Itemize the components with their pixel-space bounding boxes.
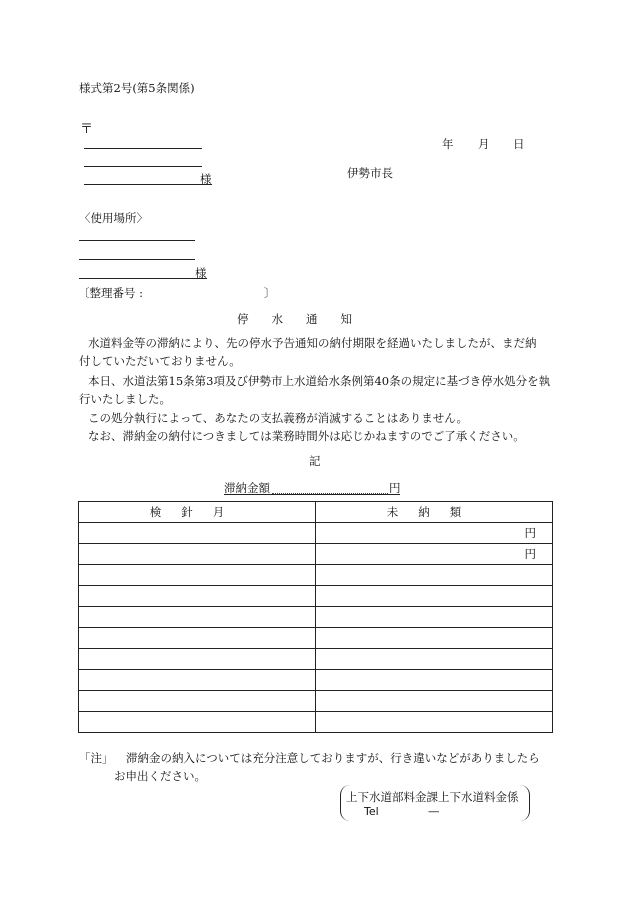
meter-month-cell (79, 712, 316, 733)
table-header-row (79, 502, 553, 523)
usage-place-line-2 (79, 259, 195, 260)
table-row (79, 712, 553, 733)
sender-name: 伊勢市長 (347, 166, 393, 180)
body-paragraph-4: なお、滞納金の納付につきましては業務時間外は応じかねますのでご了承ください。 (88, 429, 525, 443)
header-unpaid-type: 未納類 (316, 502, 553, 523)
unpaid-amount-cell (316, 565, 553, 586)
body-paragraph-1-line-1: 水道料金等の滞納により、先の停水予告通知の納付期限を経過いたしましたが、まだ納 (88, 336, 537, 350)
table-row (79, 565, 553, 586)
reference-label: 〔整理番号 : (78, 286, 144, 300)
date-year: 年 (442, 137, 454, 151)
date-month: 月 (478, 137, 490, 151)
contact-department: 上下水道部料金課上下水道料金係 (346, 790, 519, 804)
header-meter-month: 検針月 (79, 502, 316, 523)
table-row (79, 628, 553, 649)
table-row (79, 670, 553, 691)
meter-month-cell (79, 670, 316, 691)
meter-month-cell (79, 565, 316, 586)
note-line-1: 滞納金の納入については充分注意しておりますが、行き違いなどがありましたら (126, 751, 540, 765)
amount-label: 滞納金額 (224, 481, 270, 495)
contact-tel-label: Tel (364, 805, 379, 818)
form-label: 様式第2号(第5条関係) (79, 81, 195, 95)
recipient-suffix: 様 (200, 172, 212, 186)
table-row (79, 523, 553, 544)
arrears-table (78, 501, 553, 733)
table-row (79, 544, 553, 565)
reference-close: 〕 (264, 286, 276, 300)
unpaid-amount-cell: 円 (316, 544, 553, 565)
unpaid-amount-cell (316, 649, 553, 670)
usage-place-line-3 (79, 278, 207, 279)
meter-month-cell (79, 607, 316, 628)
address-line-2 (84, 166, 202, 167)
unpaid-amount-cell (316, 691, 553, 712)
contact-tel-dash: — (428, 804, 440, 818)
amount-unit: 円 (389, 481, 401, 495)
postal-mark: 〒 (80, 122, 94, 137)
usage-place-suffix: 様 (195, 266, 207, 280)
body-paragraph-1-line-2: 付していただいておりません。 (79, 354, 241, 368)
body-paragraph-2-line-1: 本日、水道法第15条第3項及び伊勢市上水道給水条例第40条の規定に基づき停水処分を執 (88, 374, 551, 388)
address-line-1 (84, 148, 202, 149)
document-title: 停 水 通 知 (237, 312, 352, 326)
meter-month-cell (79, 649, 316, 670)
recipient-name-line (84, 184, 212, 185)
usage-place-line-1 (79, 240, 195, 241)
meter-month-cell (79, 523, 316, 544)
unpaid-amount-cell (316, 628, 553, 649)
note-label: 「注」 (79, 751, 114, 765)
ki-label: 記 (309, 454, 321, 468)
unpaid-amount-cell: 円 (316, 523, 553, 544)
meter-month-cell (79, 586, 316, 607)
table-row (79, 691, 553, 712)
unpaid-amount-cell (316, 607, 553, 628)
body-paragraph-3: この処分執行によって、あなたの支払義務が消滅することはありません。 (88, 411, 468, 425)
date-day: 日 (513, 137, 525, 151)
usage-place-label: 〈使用場所〉 (79, 211, 148, 225)
body-paragraph-2-line-2: 行いたしました。 (79, 392, 171, 406)
table-row (79, 649, 553, 670)
table-row (79, 607, 553, 628)
amount-underline (224, 494, 400, 495)
meter-month-cell (79, 691, 316, 712)
unpaid-amount-cell (316, 586, 553, 607)
meter-month-cell (79, 544, 316, 565)
table-row (79, 586, 553, 607)
note-line-2: お申出ください。 (114, 769, 206, 783)
unpaid-amount-cell (316, 670, 553, 691)
meter-month-cell (79, 628, 316, 649)
unpaid-amount-cell (316, 712, 553, 733)
